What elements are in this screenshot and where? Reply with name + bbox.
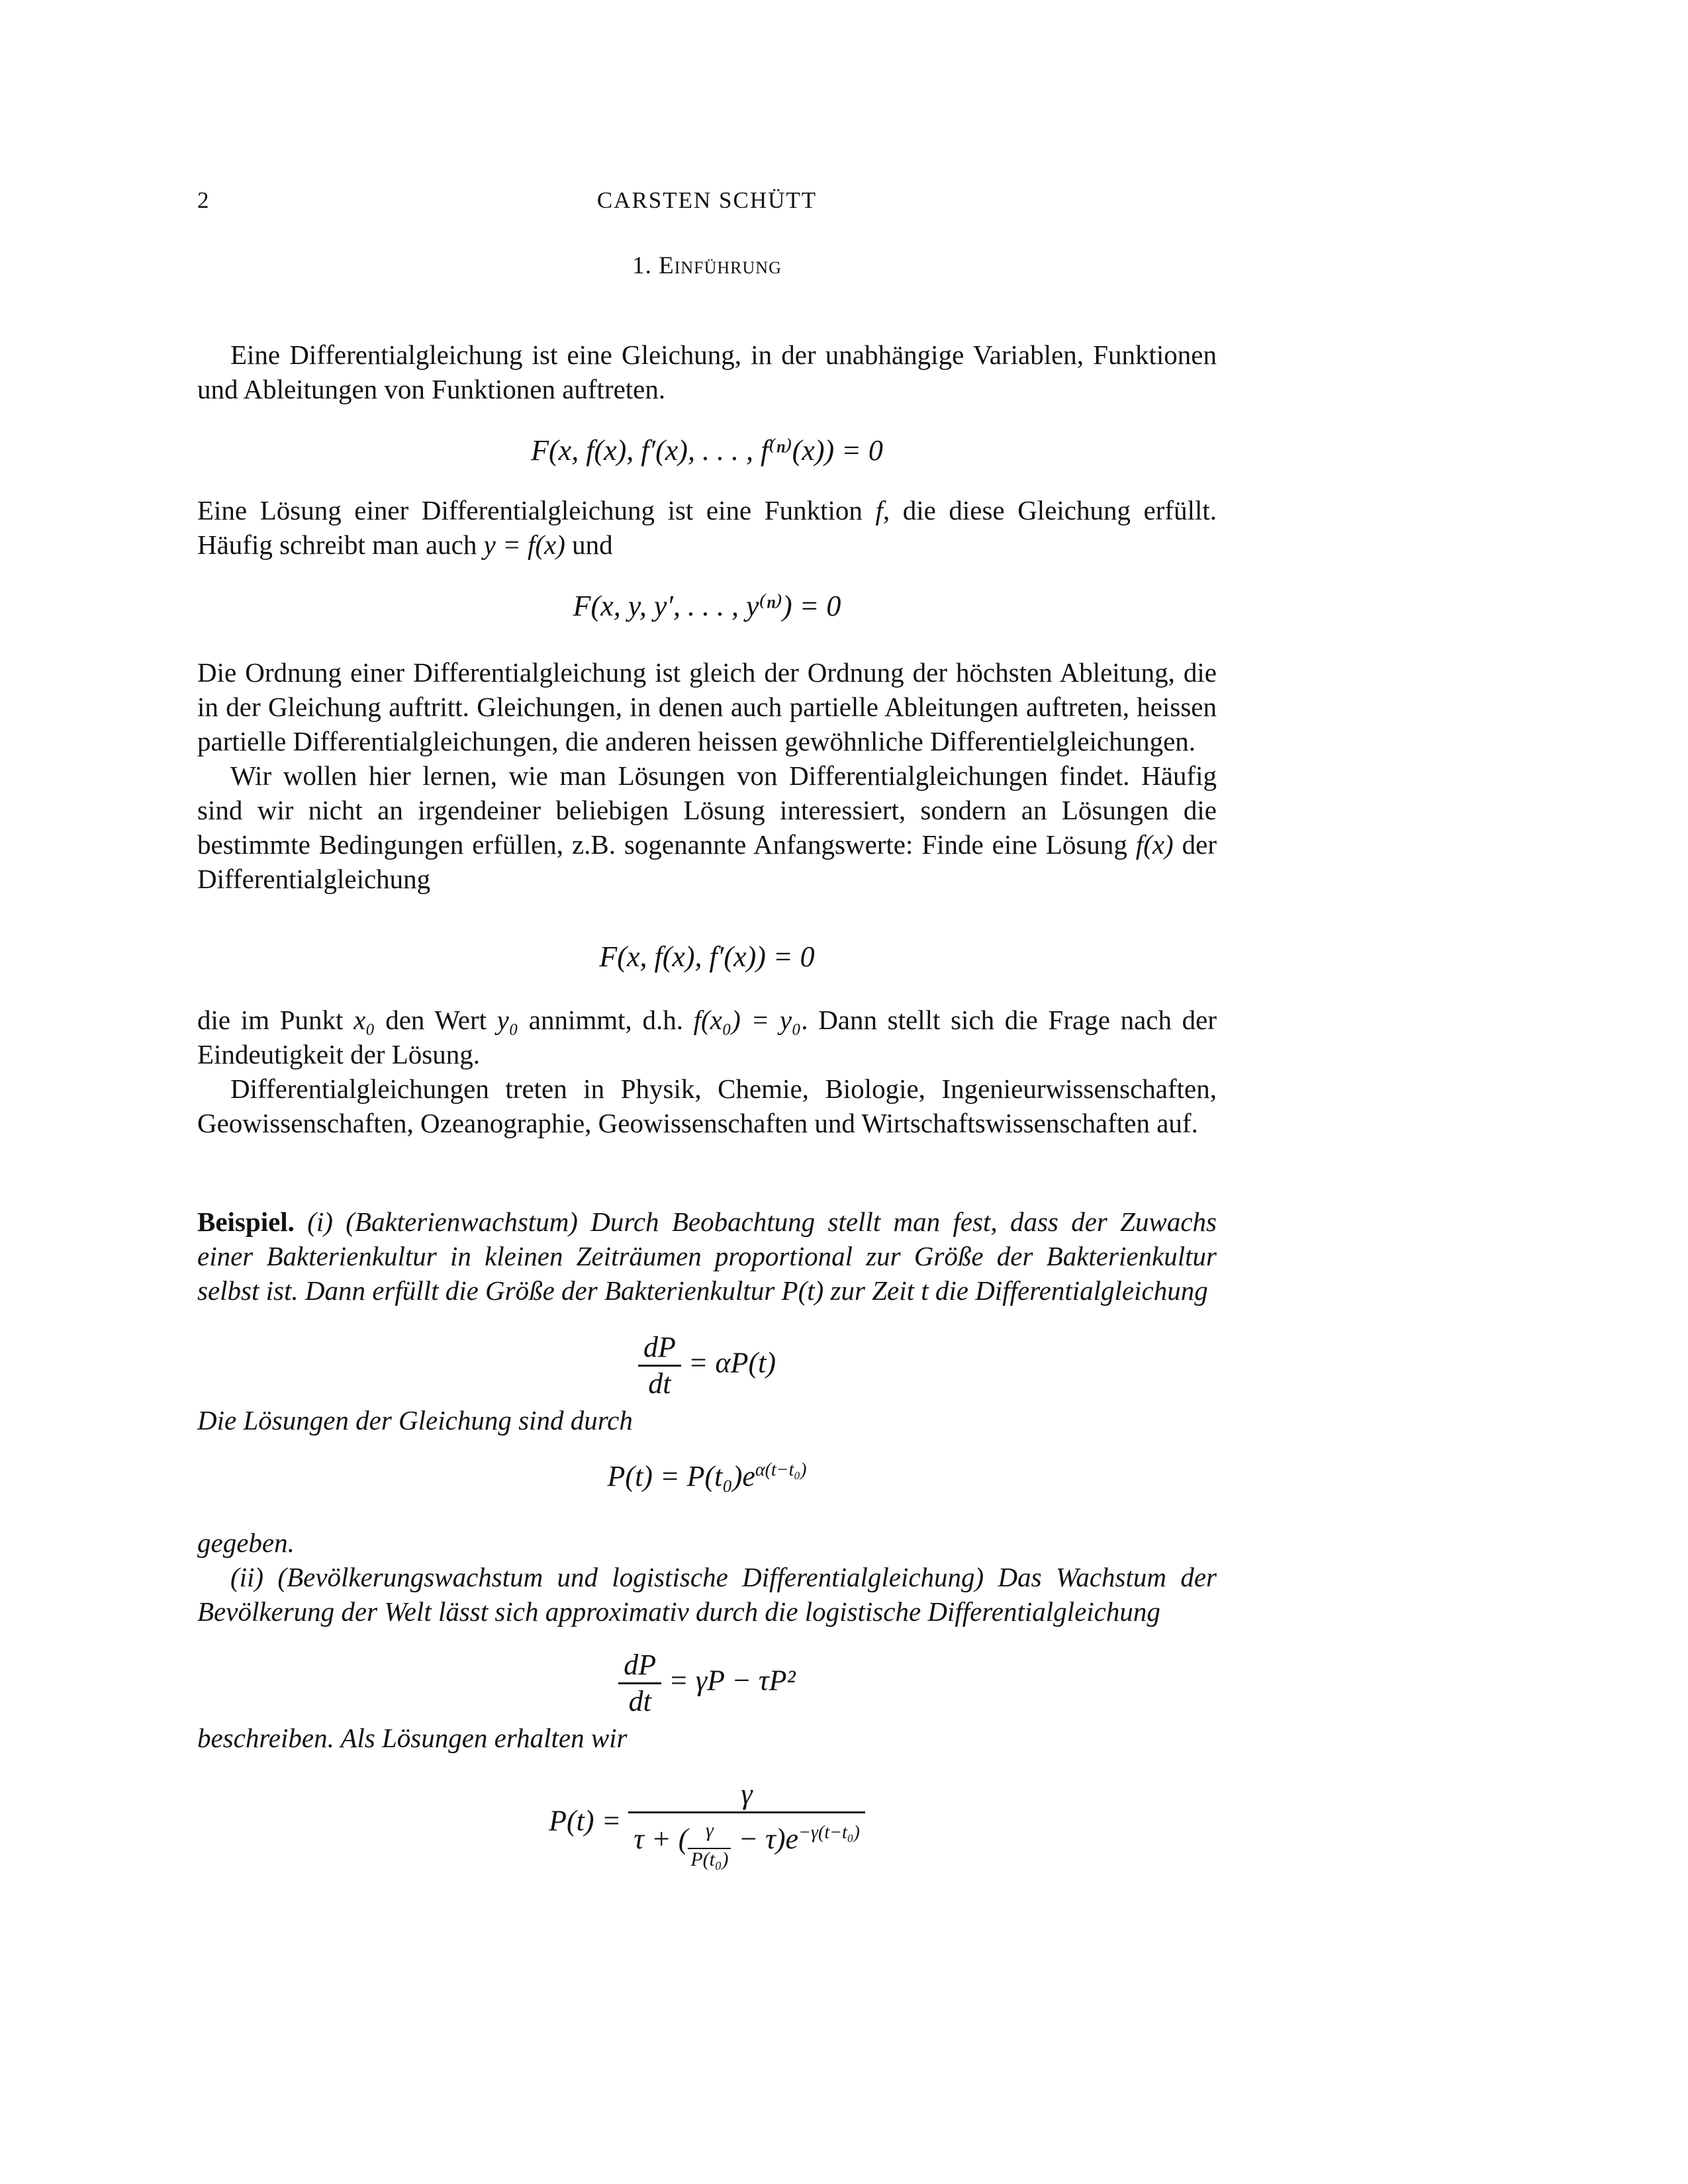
fraction-dp-dt-2: $\frac{dP}{dt}$	[618, 1648, 661, 1719]
equation-4: $\frac{dP}{dt}$ = αP(t)	[197, 1330, 1217, 1401]
paragraph-6-text: Differentialgleichungen treten in Physik, Chemie, Biologie, Ingenieurwissenschaften, Geowissenschaften, Ozeanographie, Geowissenschaften und Wirtschaftswissenschaften auf.	[197, 1073, 1217, 1138]
paragraph-1-text: Eine Differentialgleichung ist eine Gleichung, in der unabhängige Variablen, Funktionen und Ableitungen von Funktionen auftreten.	[197, 340, 1217, 404]
paragraph-2-text: Eine Lösung einer Differentialgleichung ist eine Funktion f, die diese Gleichung erfüllt. Häufig schreibt man auch y = f(x) und	[197, 495, 1217, 560]
paragraph-2	[197, 493, 1217, 562]
paragraph-5	[197, 1003, 1217, 1140]
equation-3: F(x, f(x), f′(x)) = 0	[599, 940, 815, 973]
section-heading	[197, 251, 1217, 280]
equation-7: P(t) = γ τ + ( $\frac{\gamma}{\text{P(t₀)}}$ − $\tau)e^{-\gamma(t-t_0)}$	[197, 1777, 1217, 1870]
example-ii-block	[197, 1525, 1217, 1629]
example-block	[197, 1205, 1217, 1308]
paragraph-5-text: die im Punkt x₀ den Wert y₀ annimmt, d.h. f(x₀) = y₀. Dann stellt sich die Frage nach der Eindeutigkeit der Lösung.	[197, 1005, 1217, 1069]
solutions-intro: Die Lösungen der Gleichung sind durch	[197, 1405, 633, 1435]
example-i-text: Beispiel. (i) (Bakterienwachstum) Durch Beobachtung stellt man fest, dass der Zuwachs einer Bakterienkultur in kleinen Zeiträumen proportional zur Größe der Bakterienkultur selbst ist. Dann erfüllt die Größe der Bakterienkultur P(t) zur Zeit t die Differentialgleichung	[197, 1206, 1217, 1306]
running-author: CARSTEN SCHÜTT	[596, 187, 818, 213]
fraction-dp-dt: $\frac{dP}{dt}$	[638, 1330, 681, 1401]
page-number: 2	[197, 187, 209, 213]
equation-5: $P(t) = P(t_0)e^{\alpha(t-t_0)}$	[607, 1459, 807, 1492]
given-text: gegeben.	[197, 1527, 295, 1558]
paragraph-3-text: Die Ordnung einer Differentialgleichung ist gleich der Ordnung der höchsten Ableitung, die in der Gleichung auftritt. Gleichungen, in denen auch partielle Ableitungen auftreten, heissen partielle Differentialgleichungen, die anderen heissen gewöhnliche Differentielgleichungen.	[197, 657, 1217, 756]
section-title: Einführung	[659, 252, 782, 279]
paragraph-1	[197, 338, 1217, 406]
equation-2: F(x, y, y′, . . . , y⁽ⁿ⁾) = 0	[573, 590, 841, 622]
describe-text: beschreiben. Als Lösungen erhalten wir	[197, 1723, 628, 1753]
equation-6: $\frac{dP}{dt}$ = γP − τP²	[197, 1648, 1217, 1719]
section-number: 1.	[632, 252, 652, 279]
example-label: Beispiel.	[197, 1206, 295, 1237]
logistic-fraction: γ τ + ( $\frac{\gamma}{\text{P(t₀)}}$ − $\tau)e^{-\gamma(t-t_0)}$	[628, 1777, 865, 1870]
equation-1: F(x, f(x), f′(x), . . . , f⁽ⁿ⁾(x)) = 0	[531, 434, 883, 467]
paragraph-3	[197, 655, 1217, 896]
example-ii-text: (ii) (Bevölkerungswachstum und logistische Differentialgleichung) Das Wachstum der Bevölkerung der Welt lässt sich approximativ durch die logistische Differentialgleichung	[197, 1562, 1217, 1627]
paragraph-4-text: Wir wollen hier lernen, wie man Lösungen von Differentialgleichungen findet. Häufig sind wir nicht an irgendeiner beliebigen Lösung interessiert, sondern an Lösungen die bestimmte Bedingungen erfüllen, z.B. sogenannte Anfangswerte: Finde eine Lösung f(x) der Differentialgleichung	[197, 760, 1217, 894]
